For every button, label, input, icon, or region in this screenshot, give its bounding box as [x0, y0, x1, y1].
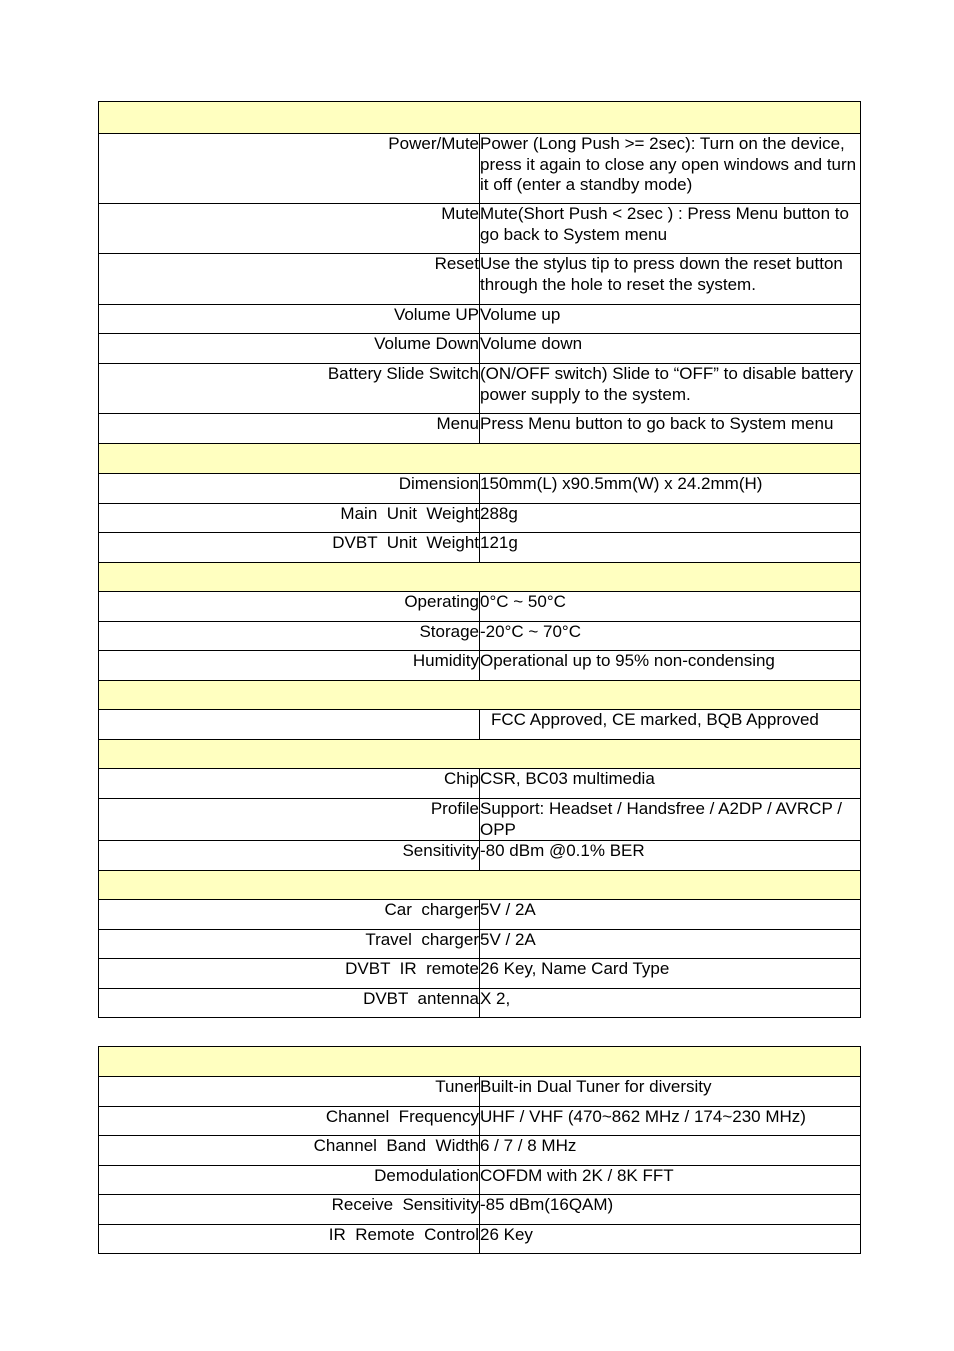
table-row — [99, 799, 861, 841]
row-label — [99, 710, 480, 740]
table-row — [99, 1225, 861, 1254]
row-value: Press Menu button to go back to System menu — [480, 414, 861, 444]
row-label: Menu — [99, 414, 480, 444]
table-row — [99, 364, 861, 414]
row-label: Channel Frequency — [99, 1107, 480, 1136]
table-row — [99, 134, 861, 204]
row-label: Tuner — [99, 1077, 480, 1107]
row-value: COFDM with 2K / 8K FFT — [480, 1166, 861, 1195]
row-label: Profile — [99, 799, 480, 841]
row-value: 5V / 2A — [480, 900, 861, 930]
table-row — [99, 334, 861, 364]
row-value: Built-in Dual Tuner for diversity — [480, 1077, 861, 1107]
row-label: Humidity — [99, 651, 480, 681]
section-header — [99, 1047, 861, 1077]
row-label: Storage — [99, 622, 480, 651]
row-value: Power (Long Push >= 2sec): Turn on the device, press it again to close any open windows and turn it off (enter a standby mode) — [480, 134, 861, 204]
row-label: DVBT Unit Weight — [99, 533, 480, 563]
table-row — [99, 305, 861, 334]
table-row — [99, 769, 861, 799]
row-label: Volume UP — [99, 305, 480, 334]
row-label: Reset — [99, 254, 480, 305]
section-header — [99, 563, 861, 592]
row-label: Car charger — [99, 900, 480, 930]
row-value: 5V / 2A — [480, 930, 861, 959]
table-row — [99, 651, 861, 681]
row-label: Channel Band Width — [99, 1136, 480, 1166]
section-header — [99, 102, 861, 134]
row-value: FCC Approved, CE marked, BQB Approved — [480, 710, 861, 740]
row-label: IR Remote Control — [99, 1225, 480, 1254]
row-value: CSR, BC03 multimedia — [480, 769, 861, 799]
row-label: Mute — [99, 204, 480, 254]
table-row — [99, 254, 861, 305]
row-value: X 2, — [480, 989, 861, 1018]
table-row — [99, 533, 861, 563]
table-row — [99, 710, 861, 740]
row-value: -20°C ~ 70°C — [480, 622, 861, 651]
row-value: -80 dBm @0.1% BER — [480, 841, 861, 871]
row-value: Operational up to 95% non-condensing — [480, 651, 861, 681]
section-header — [99, 681, 861, 710]
row-label: Main Unit Weight — [99, 504, 480, 533]
row-value: UHF / VHF (470~862 MHz / 174~230 MHz) — [480, 1107, 861, 1136]
row-label: Sensitivity — [99, 841, 480, 871]
row-label: Volume Down — [99, 334, 480, 364]
row-label: Dimension — [99, 474, 480, 504]
table-row — [99, 474, 861, 504]
row-value: Volume down — [480, 334, 861, 364]
row-value: Use the stylus tip to press down the reset button through the hole to reset the system. — [480, 254, 861, 305]
row-value: (ON/OFF switch) Slide to “OFF” to disable battery power supply to the system. — [480, 364, 861, 414]
table-row — [99, 1107, 861, 1136]
row-label: Receive Sensitivity — [99, 1195, 480, 1225]
row-label: Travel charger — [99, 930, 480, 959]
table-row — [99, 1195, 861, 1225]
table-row — [99, 622, 861, 651]
table-row — [99, 1077, 861, 1107]
table-row — [99, 930, 861, 959]
row-value: -85 dBm(16QAM) — [480, 1195, 861, 1225]
table-row — [99, 414, 861, 444]
table-row — [99, 204, 861, 254]
row-label: Operating — [99, 592, 480, 622]
row-label: Demodulation — [99, 1166, 480, 1195]
row-value: Support: Headset / Handsfree / A2DP / AVRCP / OPP — [480, 799, 861, 841]
section-header — [99, 740, 861, 769]
row-value: 26 Key, Name Card Type — [480, 959, 861, 989]
spec-table-2 — [98, 1046, 861, 1254]
table-row — [99, 900, 861, 930]
row-label: Chip — [99, 769, 480, 799]
section-header — [99, 871, 861, 900]
row-value: Mute(Short Push < 2sec ) : Press Menu button to go back to System menu — [480, 204, 861, 254]
row-label: Power/Mute — [99, 134, 480, 204]
row-value: 288g — [480, 504, 861, 533]
row-value: 0°C ~ 50°C — [480, 592, 861, 622]
row-value: 26 Key — [480, 1225, 861, 1254]
table-row — [99, 989, 861, 1018]
table-row — [99, 592, 861, 622]
table-row — [99, 1166, 861, 1195]
section-header — [99, 444, 861, 474]
table-row — [99, 1136, 861, 1166]
row-value: 6 / 7 / 8 MHz — [480, 1136, 861, 1166]
row-value: 121g — [480, 533, 861, 563]
row-value: Volume up — [480, 305, 861, 334]
table-row — [99, 959, 861, 989]
row-label: Battery Slide Switch — [99, 364, 480, 414]
row-value: 150mm(L) x90.5mm(W) x 24.2mm(H) — [480, 474, 861, 504]
row-label: DVBT IR remote — [99, 959, 480, 989]
spec-table-1 — [98, 101, 861, 1018]
table-row — [99, 504, 861, 533]
table-row — [99, 841, 861, 871]
row-label: DVBT antenna — [99, 989, 480, 1018]
